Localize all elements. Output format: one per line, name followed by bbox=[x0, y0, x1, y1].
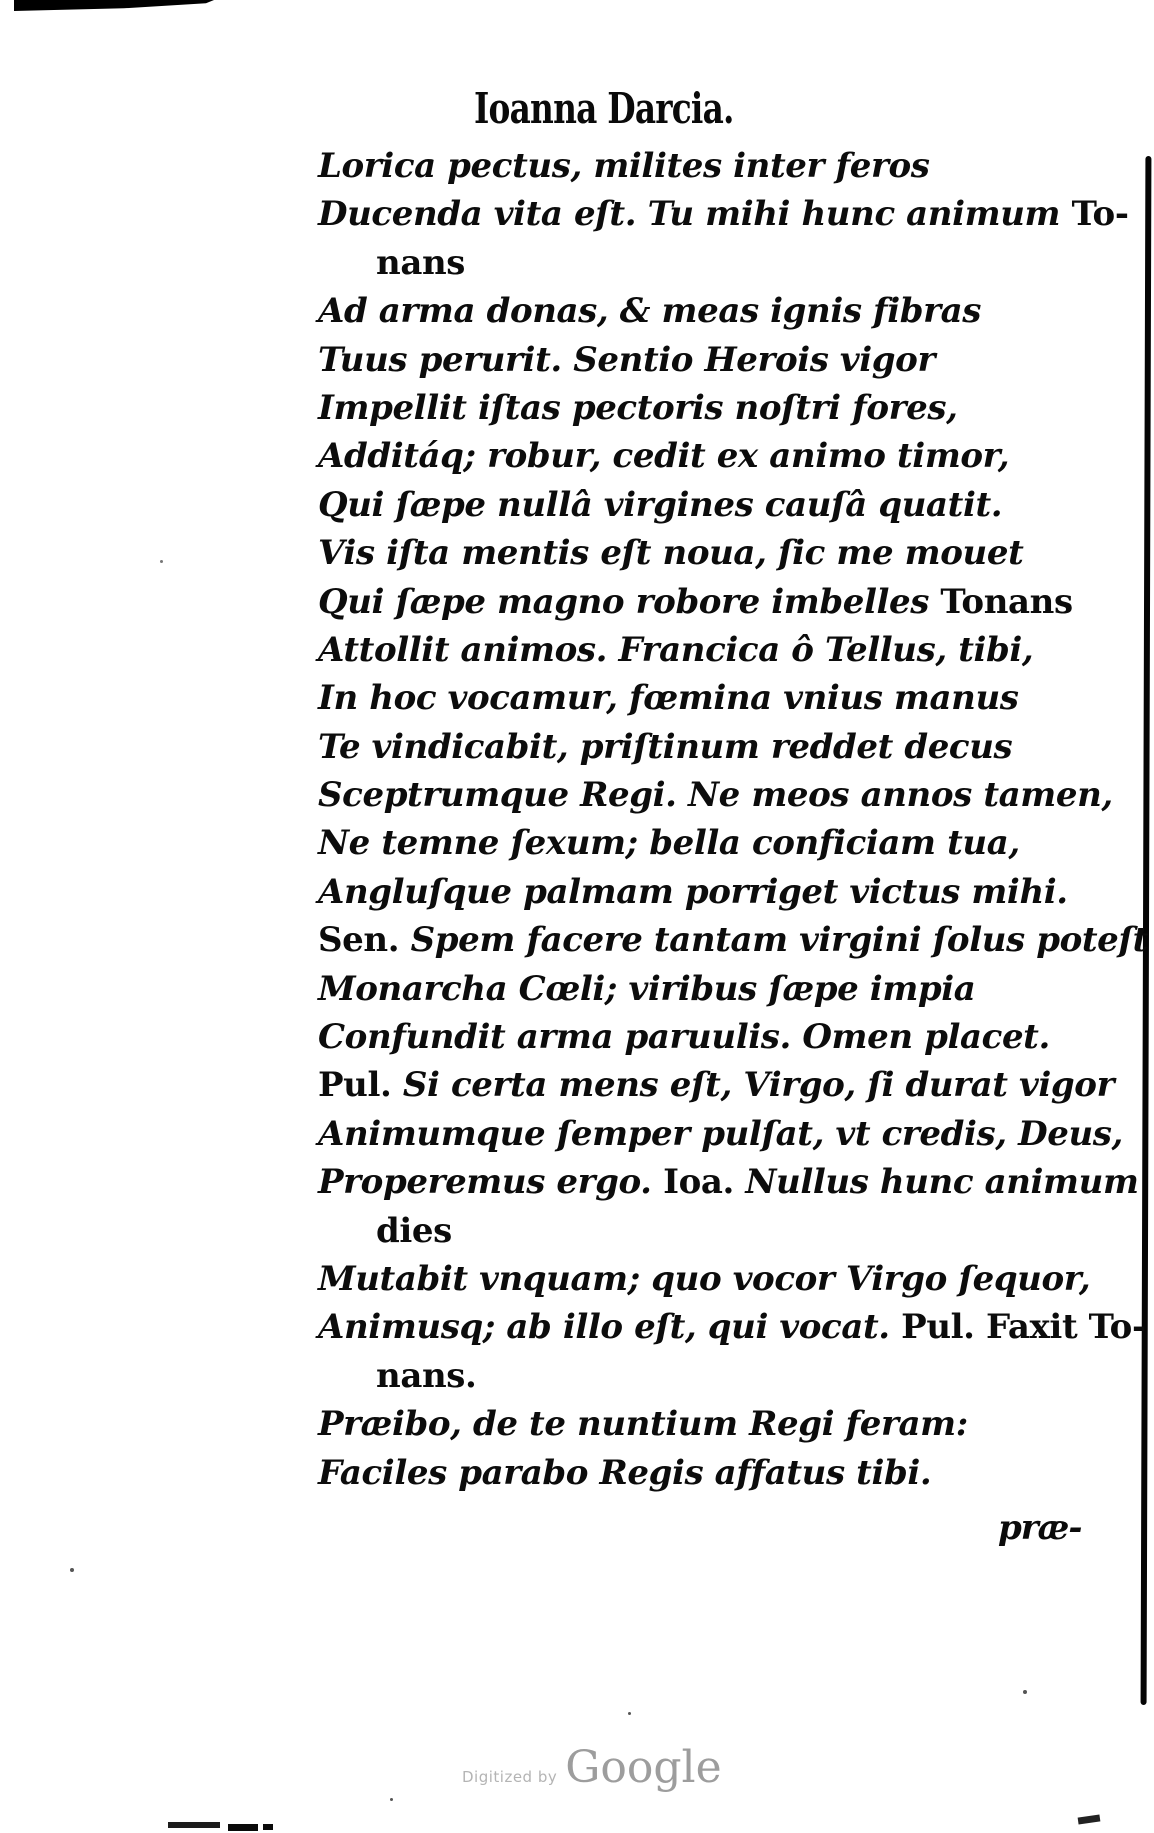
poem-line-segment: Tuus perurit. Sentio Herois vigor bbox=[318, 339, 935, 380]
poem-line-roman-segment: nans. bbox=[376, 1355, 477, 1396]
poem-line-segment: Faciles parabo Regis affatus tibi. bbox=[318, 1452, 932, 1493]
poem-line bbox=[318, 920, 1148, 968]
poem-line bbox=[318, 1404, 1148, 1452]
poem-line bbox=[318, 388, 1148, 436]
scan-artifact-bottom-bar bbox=[228, 1824, 258, 1831]
poem-line-segment: Impellit iſtas pectoris noſtri fores, bbox=[318, 387, 958, 428]
poem-line-segment: Mutabit vnquam; quo vocor Virgo ſequor, bbox=[318, 1258, 1091, 1299]
poem-line-roman-segment: nans bbox=[376, 242, 466, 283]
scan-artifact-bottom-right bbox=[1078, 1815, 1101, 1825]
poem-line bbox=[318, 1356, 1148, 1404]
scan-artifact-bottom-bar bbox=[168, 1822, 220, 1828]
poem-line bbox=[318, 1114, 1148, 1162]
google-logo: Google bbox=[565, 1742, 722, 1793]
scan-speck bbox=[160, 560, 163, 563]
poem-line-segment: Qui ſæpe magno robore imbelles bbox=[318, 581, 941, 622]
poem-line bbox=[318, 146, 1148, 194]
poem-line-segment: Præibo, de te nuntium Regi feram: bbox=[318, 1404, 968, 1445]
poem-line bbox=[318, 872, 1148, 920]
poem-line-segment: Ad arma donas, & meas ignis fibras bbox=[318, 291, 982, 332]
scan-speck bbox=[1023, 1690, 1027, 1694]
poem-line bbox=[318, 1162, 1148, 1210]
poem-line-segment: Confundit arma paruulis. Omen placet. bbox=[318, 1017, 1050, 1058]
poem bbox=[318, 146, 1148, 1501]
poem-line bbox=[318, 436, 1148, 484]
poem-line-segment: In hoc vocamur, fœmina vnius manus bbox=[318, 678, 1019, 719]
poem-line-segment: Si certa mens eſt, Virgo, ſi durat vigor bbox=[391, 1065, 1115, 1106]
poem-line-roman-segment: dies bbox=[376, 1210, 452, 1251]
poem-line-roman-segment: Faxit To- bbox=[974, 1307, 1146, 1348]
poem-line-segment: Nullus hunc animum bbox=[733, 1162, 1139, 1203]
poem-line-segment: Qui ſæpe nullâ virgines cauſâ quatit. bbox=[318, 484, 1003, 525]
poem-line-segment: Angluſque palmam porriget victus mihi. bbox=[318, 871, 1068, 912]
poem-line-segment: Animumque ſemper pulſat, vt credis, Deus, bbox=[318, 1113, 1123, 1154]
poem-line-segment: Vis iſta mentis eſt noua, ſic me mouet bbox=[318, 533, 1024, 574]
poem-line-segment: Ne temne ſexum; bella conficiam tua, bbox=[318, 823, 1020, 864]
poem-line bbox=[318, 727, 1148, 775]
poem-line bbox=[318, 1065, 1148, 1113]
scan-speck bbox=[390, 1798, 393, 1801]
poem-line-segment: Monarcha Cœli; viribus ſæpe impia bbox=[318, 968, 976, 1009]
poem-line bbox=[318, 291, 1148, 339]
poem-line-segment: Ducenda vita eſt. Tu mihi hunc animum bbox=[318, 194, 1072, 235]
poem-line bbox=[318, 485, 1148, 533]
scan-speck bbox=[628, 1712, 631, 1715]
poem-line-segment: Additáq; robur, cedit ex animo timor, bbox=[318, 436, 1010, 477]
poem-line bbox=[318, 243, 1148, 291]
poem-line bbox=[318, 775, 1148, 823]
poem-line bbox=[318, 533, 1148, 581]
poem-line-segment: Spem facere tantam virgini ſolus poteſt bbox=[399, 920, 1148, 961]
poem-line bbox=[318, 1017, 1148, 1065]
poem-line-roman-segment: Pul. bbox=[318, 1065, 392, 1106]
scan-speck bbox=[70, 1568, 74, 1572]
poem-line bbox=[318, 630, 1148, 678]
poem-line-segment: Lorica pectus, milites inter feros bbox=[318, 146, 930, 186]
poem-line bbox=[318, 823, 1148, 871]
poem-line-segment: Attollit animos. Francica ô Tellus, tibi, bbox=[318, 629, 1034, 670]
watermark-prefix-text: Digitized by bbox=[462, 1768, 558, 1786]
poem-line bbox=[318, 678, 1148, 726]
poem-line-segment: Te vindicabit, priſtinum reddet decus bbox=[318, 726, 1013, 767]
poem-line-roman-segment: To- bbox=[1071, 194, 1129, 235]
poem-line-roman-segment: Ioa. bbox=[663, 1162, 734, 1203]
poem-line-segment: Animusq; ab illo eſt, qui vocat. bbox=[318, 1307, 902, 1348]
catchword: præ- bbox=[998, 1508, 1082, 1548]
poem-line-roman-segment: Pul. bbox=[901, 1307, 975, 1348]
poem-line bbox=[318, 582, 1148, 630]
ink-smudge-top-left bbox=[14, 0, 214, 11]
google-watermark bbox=[462, 1742, 722, 1793]
poem-line bbox=[318, 1259, 1148, 1307]
poem-line bbox=[318, 340, 1148, 388]
poem-line-roman-segment: Tonans bbox=[940, 581, 1073, 622]
poem-line bbox=[318, 1307, 1148, 1355]
poem-line bbox=[318, 1211, 1148, 1259]
poem-line-segment: Properemus ergo. bbox=[318, 1162, 664, 1203]
poem-line bbox=[318, 1453, 1148, 1501]
page-title: Ioanna Darcia. bbox=[474, 84, 734, 133]
poem-line bbox=[318, 969, 1148, 1017]
scan-artifact-bottom-bar bbox=[263, 1824, 273, 1830]
poem-line-roman-segment: Sen. bbox=[318, 920, 400, 961]
poem-line bbox=[318, 194, 1148, 242]
poem-line-segment: Sceptrumque Regi. Ne meos annos tamen, bbox=[318, 775, 1113, 816]
